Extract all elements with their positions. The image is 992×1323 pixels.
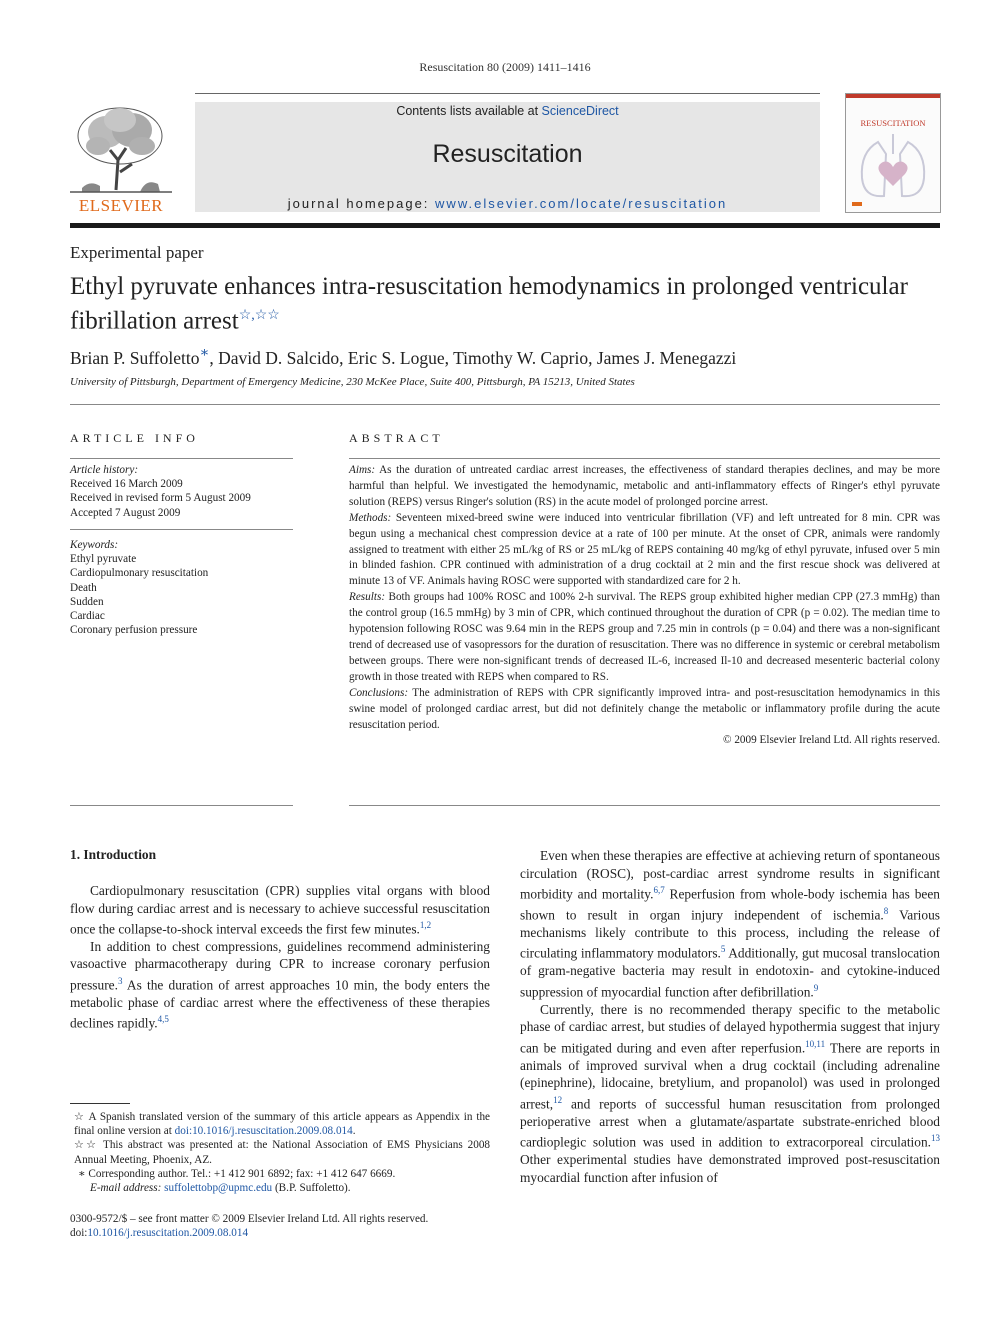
header-rule — [195, 93, 820, 94]
header-thick-rule — [70, 223, 940, 228]
methods-label: Methods: — [349, 511, 392, 524]
footnote-text: . — [352, 1125, 356, 1138]
cover-accent-bar — [846, 94, 940, 98]
sciencedirect-link[interactable]: ScienceDirect — [541, 104, 619, 118]
front-matter — [70, 1212, 520, 1240]
intro-paragraph — [520, 847, 940, 1001]
contents-availability — [195, 104, 820, 118]
abstract-conclusions — [349, 686, 940, 734]
cover-heart-lungs-icon — [856, 134, 930, 206]
article-info-bottom-rule — [70, 805, 293, 806]
paragraph-text: There are reports in animals of improved survival when a drug cocktail (including adrenaline (epinephrine), lidocaine, bretylium, and propanolol) was used in prolonged arrest, — [520, 1040, 940, 1112]
doi-line — [70, 1226, 520, 1240]
elsevier-logo — [70, 102, 172, 214]
accepted-date: Accepted 7 August 2009 — [70, 506, 181, 519]
footnote-mark: ∗ — [78, 1167, 86, 1180]
journal-title: Resuscitation — [432, 140, 583, 168]
reference-link[interactable]: 5 — [720, 944, 726, 955]
keyword-item: Coronary perfusion pressure — [70, 624, 198, 637]
journal-cover — [845, 93, 941, 213]
abstract-results — [349, 590, 940, 685]
conclusions-text: The administration of REPS with CPR significantly improved intra- and post-resuscitation hemodynamics in this swine model of prolonged cardiac arrest, but did not definitely change the metabolic or inflammatory profile during the acute resuscitation period. — [349, 686, 940, 731]
introduction-heading: 1. Introduction — [70, 847, 157, 862]
homepage-link[interactable]: www.elsevier.com/locate/resuscitation — [435, 196, 728, 211]
journal-citation: Resuscitation 80 (2009) 1411–1416 — [419, 60, 591, 74]
affiliation: University of Pittsburgh, Department of Emergency Medicine, 230 McKee Place, Suite 400, Pittsburgh, PA 15213, United States — [70, 376, 635, 388]
abstract-aims — [349, 463, 940, 511]
paragraph-text: Other experimental studies have demonstrated improved post-resuscitation myocardial function after infusion of — [520, 1152, 940, 1185]
footnote-presented — [70, 1138, 490, 1166]
keywords-label: Keywords: — [70, 539, 119, 551]
paragraph-text: As the duration of arrest approaches 10 min, the body enters the metabolic phase of cardiac arrest where the effectiveness of these therapies declines rapidly. — [70, 977, 490, 1031]
doi-prefix: doi: — [70, 1227, 88, 1240]
first-author: Brian P. Suffoletto — [70, 347, 200, 368]
footnote-spanish — [70, 1110, 490, 1138]
abstract-heading: ABSTRACT — [349, 431, 444, 445]
reference-link[interactable]: 9 — [813, 982, 819, 993]
reference-link[interactable]: 8 — [883, 905, 889, 916]
reference-link[interactable]: 1,2 — [419, 920, 432, 930]
abstract-bottom-rule — [349, 805, 940, 806]
cover-title: RESUSCITATION — [860, 118, 926, 128]
title-footnote-marks[interactable]: ☆,☆☆ — [238, 308, 280, 323]
keyword-item: Ethyl pyruvate — [70, 553, 137, 566]
intro-right-column — [520, 847, 940, 1186]
reference-link[interactable]: 4,5 — [157, 1014, 169, 1025]
paragraph-text: and reports of successful human resuscitation from prolonged perioperative arrest when a glutamate/aspartate substrate-enriched blood cardioplegic solution was used in addition to extracorporeal circulation. — [520, 1096, 940, 1150]
email-link[interactable]: suffolettobp@upmc.edu — [164, 1182, 273, 1195]
intro-paragraph — [70, 938, 490, 1032]
results-label: Results: — [349, 591, 386, 604]
keyword-item: Sudden — [70, 595, 104, 608]
reference-link[interactable]: 6,7 — [653, 885, 665, 895]
footnote-text: This abstract was presented at: the National Association of EMS Physicians 2008 Annual Meeting, Phoenix, AZ. — [74, 1139, 491, 1166]
journal-homepage — [195, 196, 820, 211]
publisher-wordmark: ELSEVIER — [78, 196, 164, 215]
author-list — [70, 344, 736, 369]
reference-link[interactable]: 12 — [553, 1094, 563, 1105]
cover-publisher-mark — [852, 202, 862, 206]
intro-left-column — [70, 882, 490, 1032]
paragraph-text: Additionally, gut mucosal translocation of gram-negative bacteria may result in endotoxin- and cytokine-induced suppression of myocardial function after defibrillation. — [520, 945, 940, 1000]
aims-label: Aims: — [349, 464, 376, 476]
issn-line: 0300-9572/$ – see front matter © 2009 Elsevier Ireland Ltd. All rights reserved. — [70, 1213, 429, 1225]
corresponding-author-mark[interactable]: ∗ — [199, 345, 210, 361]
article-title — [70, 272, 940, 335]
article-type: Experimental paper — [70, 243, 204, 262]
article-title-text: Ethyl pyruvate enhances intra-resuscitation hemodynamics in prolonged ventricular fibrillation arrest — [70, 273, 908, 335]
intro-paragraph — [70, 882, 490, 938]
footnote-text: A Spanish translated version of the summary of this article appears as Appendix in the final online version at — [74, 1111, 491, 1138]
article-info-rule — [70, 458, 293, 459]
paragraph-text: In addition to chest compressions, guidelines recommend administering vasoactive pharmacotherapy during CPR to increase coronary perfusion pressure. — [70, 938, 490, 993]
footnote-mark: ☆☆ — [74, 1139, 99, 1152]
paragraph-text: Various mechanisms likely contribute to this process, including the release of circulating inflammatory modulators. — [520, 907, 941, 961]
footnote-rule — [70, 1103, 130, 1104]
abstract-rule — [349, 458, 940, 459]
keywords — [70, 538, 293, 637]
methods-text: Seventeen mixed-breed swine were induced into ventricular fibrillation (VF) and left untreated for 8 min. CPR was begun using a mechanical chest compression device at a rate of 100 per minute. At the onset of CPR, animals were randomly assigned to treatment with either 25 mL/kg of RS or 25 mL/kg of REPS containing 40 mg/kg of ethyl pyruvate, infused over 5 min in blinded fashion. CPR continued with administration of a drug cocktail at 2 min and the first rescue shock was delivered at minute 13 of VF. Animals having ROSC were supported with standardized care for 2 h. — [349, 511, 940, 588]
keyword-item: Cardiac — [70, 610, 105, 623]
abstract-methods — [349, 511, 940, 591]
section-rule — [70, 404, 940, 405]
keyword-item: Cardiopulmonary resuscitation — [70, 567, 209, 580]
footnote-corresponding — [70, 1167, 490, 1181]
history-label: Article history: — [70, 464, 139, 476]
results-text: Both groups had 100% ROSC and 100% 2-h survival. The REPS group exhibited higher median CPP (27.3 mmHg) than the control group (16.5 mmHg) by 3 min of CPR, which continued throughout the duration of CPR (p = 0.02). The median time to hypotension following ROSC was 9.64 min in the REPS group and 7.25 min in controls (p = 0.04) and there was a non-significant trend of decreased use of vasopressors for the duration of resuscitation. There was no difference in systemic or cerebral metabolism between groups. There were non-significant trends of decreased IL-6, increased Il-10 and decreased mesenteric bacterial colony growth in those treated with REPS when compared to RS. — [349, 591, 940, 683]
footnote-text: (B.P. Suffoletto). — [272, 1182, 351, 1195]
reference-link[interactable]: 3 — [117, 975, 123, 986]
footnote-mark: ☆ — [74, 1111, 86, 1123]
doi-link[interactable]: 10.1016/j.resuscitation.2009.08.014 — [87, 1227, 249, 1240]
other-authors: , David D. Salcido, Eric S. Logue, Timothy W. Caprio, James J. Menegazzi — [209, 347, 737, 368]
received-date: Received 16 March 2009 — [70, 478, 183, 491]
keywords-rule — [70, 529, 293, 530]
intro-paragraph — [520, 1001, 940, 1186]
paragraph-text: Reperfusion from whole-body ischemia has been shown to result in organ injury independent of ischemia. — [520, 886, 940, 923]
footnote-email — [70, 1181, 490, 1195]
reference-link[interactable]: 10,11 — [805, 1038, 826, 1049]
paragraph-text: Even when these therapies are effective at achieving return of spontaneous circulation (ROSC), post-cardiac arrest syndrome results in significant morbidity and mortality. — [520, 848, 940, 902]
conclusions-label: Conclusions: — [349, 686, 409, 699]
article-history — [70, 463, 293, 520]
abstract-body — [349, 463, 940, 749]
revised-date: Received in revised form 5 August 2009 — [70, 492, 251, 505]
footnotes — [70, 1110, 490, 1195]
email-label: E-mail address: — [90, 1182, 162, 1195]
article-info-heading: ARTICLE INFO — [70, 431, 199, 445]
contents-prefix: Contents lists available at — [396, 104, 542, 118]
homepage-prefix: journal homepage: — [287, 196, 436, 211]
paragraph-text: Currently, there is no recommended therapy specific to the metabolic phase of cardiac arrest, but studies of delayed hypothermia suggest that injury can be mitigated during and even after reperfusion. — [520, 1001, 940, 1056]
doi-link[interactable]: doi:10.1016/j.resuscitation.2009.08.014 — [174, 1125, 353, 1138]
footnote-text: Corresponding author. Tel.: +1 412 901 6892; fax: +1 412 647 6669. — [85, 1167, 396, 1180]
reference-link[interactable]: 13 — [931, 1133, 940, 1144]
paragraph-text: Cardiopulmonary resuscitation (CPR) supplies vital organs with blood flow during cardiac arrest and is necessary to achieve successful resuscitation once the collapse-to-shock interval exceeds the first few minutes. — [70, 883, 490, 937]
abstract-copyright: © 2009 Elsevier Ireland Ltd. All rights reserved. — [723, 734, 940, 747]
aims-text: As the duration of untreated cardiac arrest increases, the effectiveness of standard therapies declines, and may be more harmful than helpful. We investigated the hemodynamic, metabolic and anti-inflammatory effects of Ringer's ethyl pyruvate solution (REPS) versus Ringer's solution (RS) in the acute model of prolonged porcine arrest. — [349, 464, 940, 508]
keyword-item: Death — [70, 581, 97, 594]
